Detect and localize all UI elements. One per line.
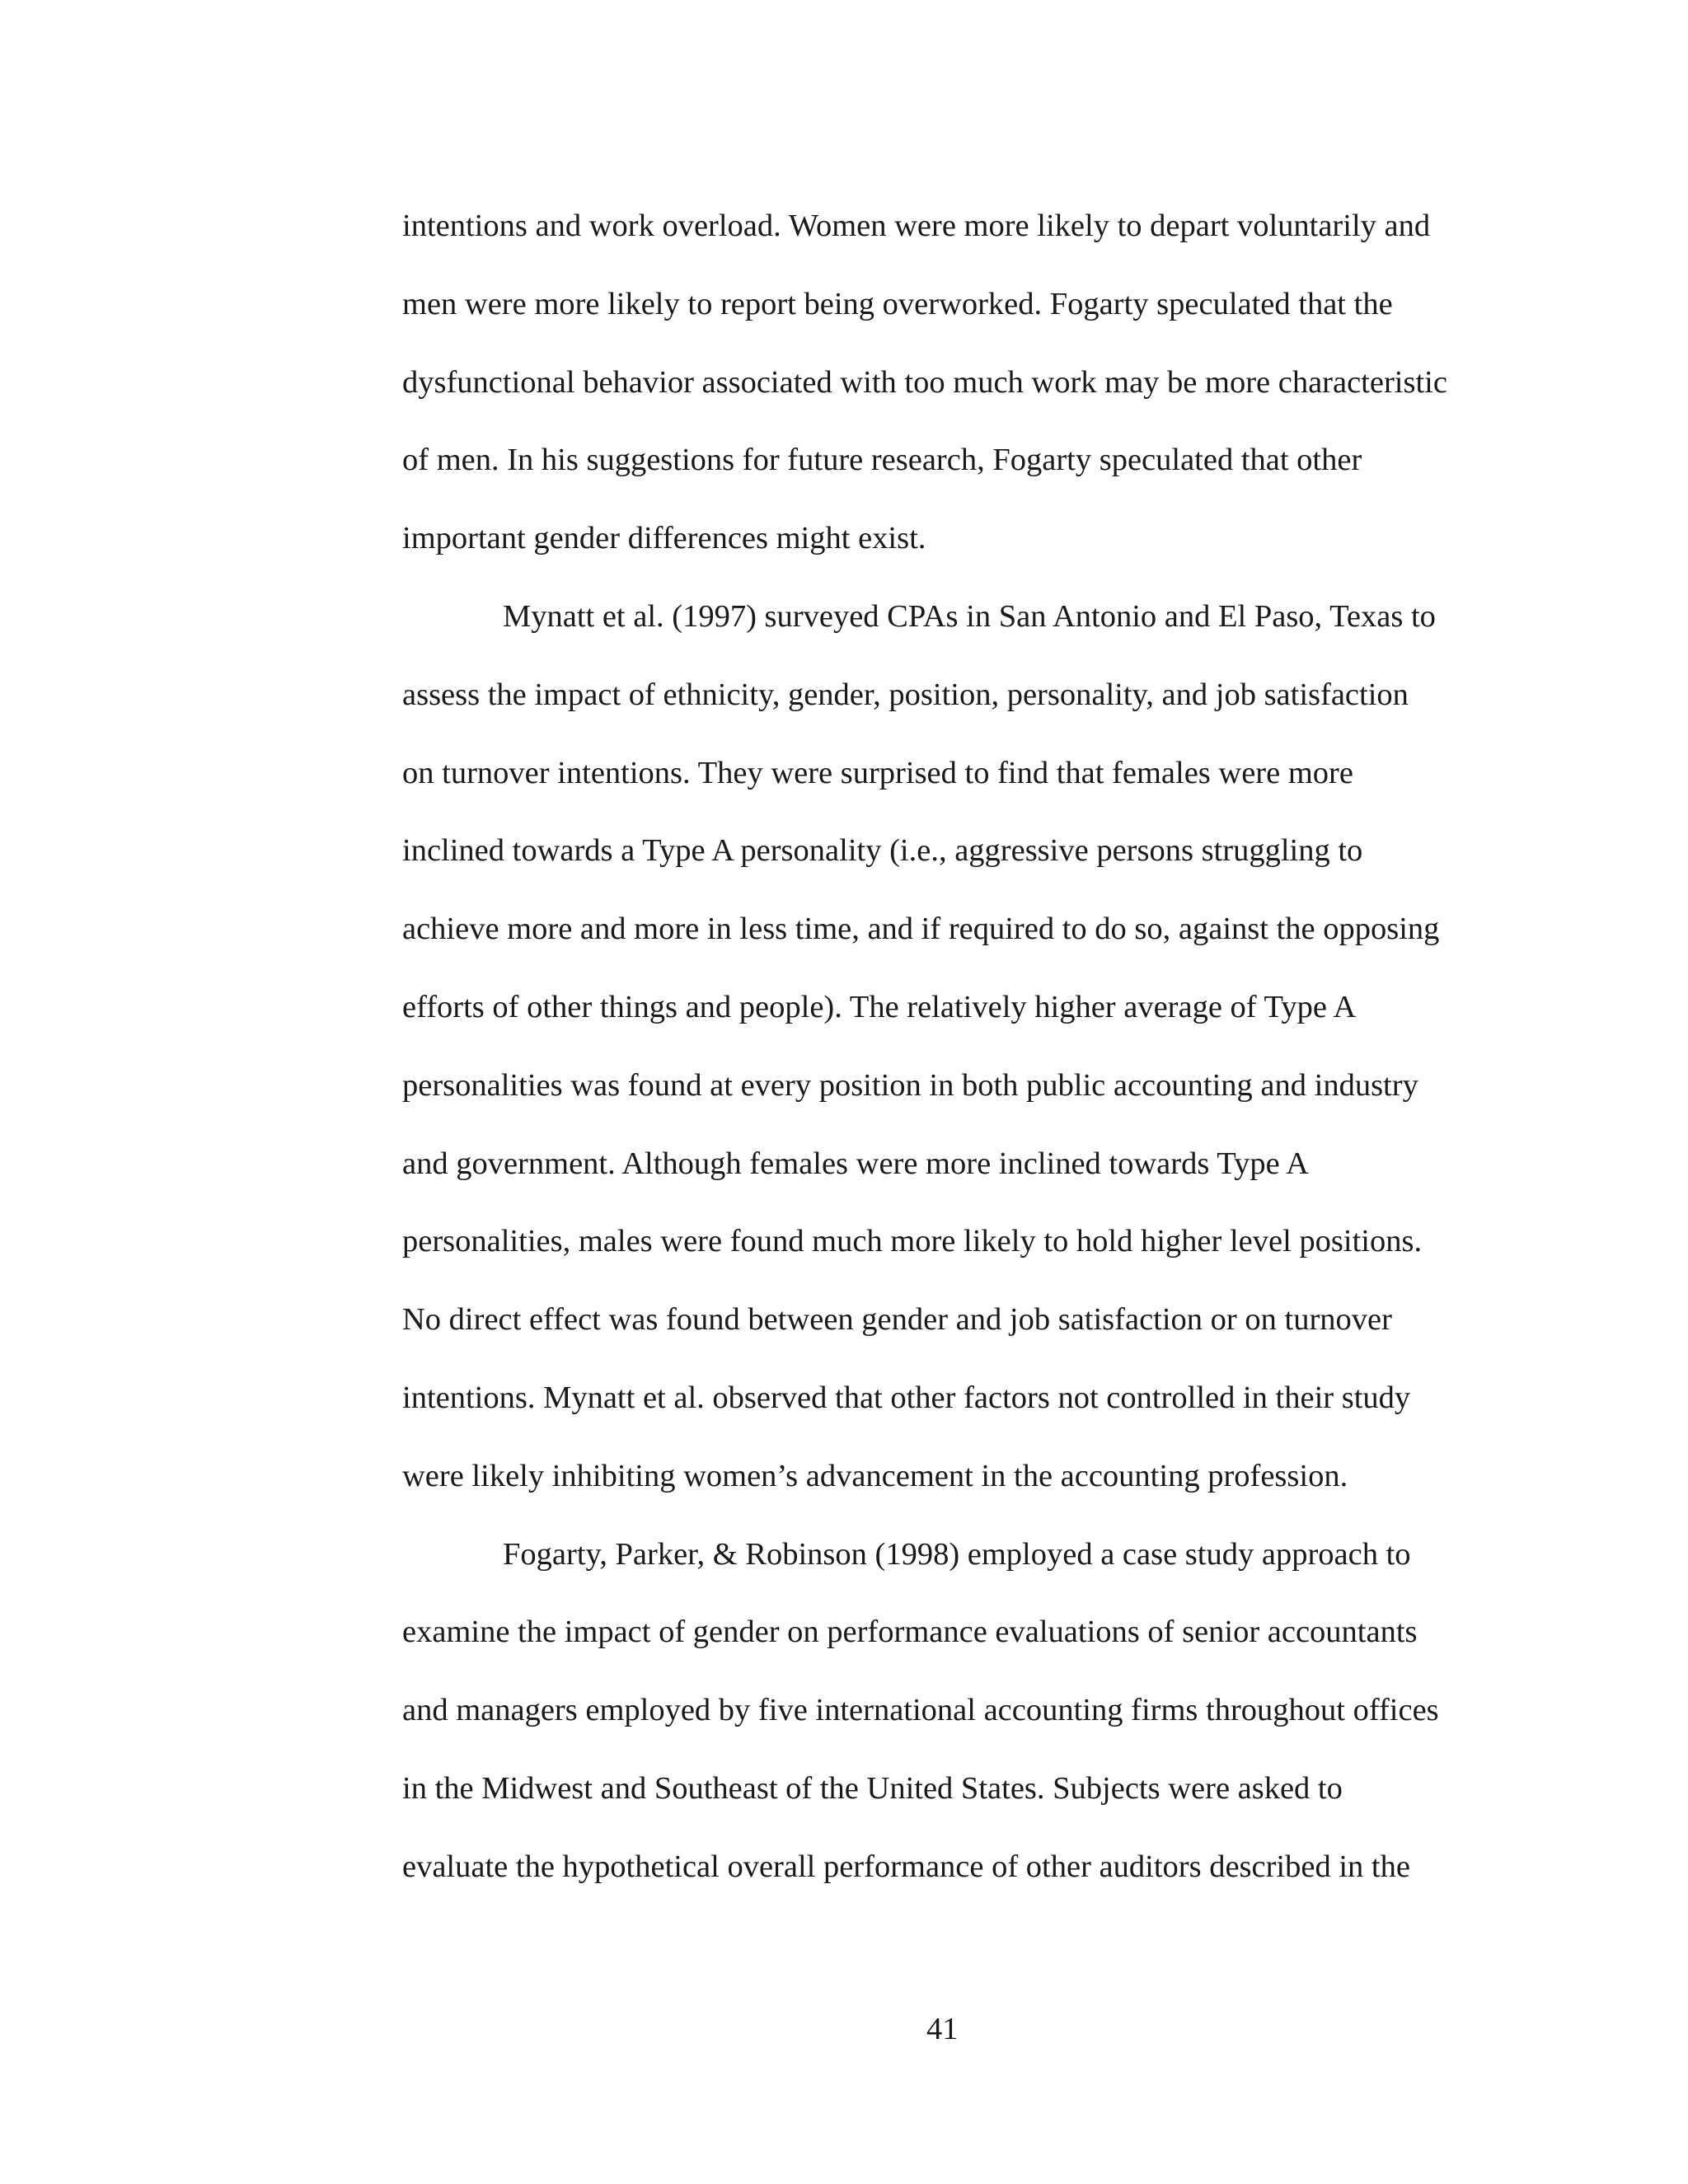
- paragraph-first-line: Fogarty, Parker, & Robinson (1998) employed a case study approach to: [503, 1536, 1411, 1572]
- text-line: important gender differences might exist.: [402, 521, 926, 556]
- page-number: 41: [926, 2012, 959, 2046]
- text-line: personalities was found at every position in both public accounting and industry: [402, 1067, 1418, 1103]
- text-line: on turnover intentions. They were surprised to find that females were more: [402, 755, 1353, 790]
- text-line: in the Midwest and Southeast of the United States. Subjects were asked to: [402, 1771, 1343, 1806]
- text-line: and government. Although females were more inclined towards Type A: [402, 1146, 1309, 1181]
- paragraph-first-line: Mynatt et al. (1997) surveyed CPAs in San Antonio and El Paso, Texas to: [503, 599, 1436, 634]
- text-line: were likely inhibiting women’s advancement in the accounting profession.: [402, 1458, 1348, 1493]
- text-line: efforts of other things and people). The relatively higher average of Type A: [402, 990, 1357, 1024]
- text-line: intentions. Mynatt et al. observed that other factors not controlled in their study: [402, 1380, 1411, 1415]
- text-line: No direct effect was found between gender and job satisfaction or on turnover: [402, 1302, 1392, 1338]
- text-line: inclined towards a Type A personality (i.e., aggressive persons struggling to: [402, 833, 1363, 869]
- text-line: assess the impact of ethnicity, gender, position, personality, and job satisfaction: [402, 677, 1409, 712]
- text-line: examine the impact of gender on performance evaluations of senior accountants: [402, 1615, 1418, 1650]
- text-line: achieve more and more in less time, and if required to do so, against the opposing: [402, 912, 1440, 947]
- text-line: men were more likely to report being overworked. Fogarty speculated that the: [402, 286, 1393, 321]
- text-line: intentions and work overload. Women were more likely to depart voluntarily and: [402, 209, 1431, 243]
- text-line: dysfunctional behavior associated with too much work may be more characteristic: [402, 364, 1447, 400]
- text-line: evaluate the hypothetical overall performance of other auditors described in the: [402, 1849, 1410, 1884]
- text-line: and managers employed by five international accounting firms throughout offices: [402, 1693, 1439, 1728]
- text-line: of men. In his suggestions for future research, Fogarty speculated that other: [402, 443, 1362, 478]
- text-line: personalities, males were found much more likely to hold higher level positions.: [402, 1224, 1423, 1259]
